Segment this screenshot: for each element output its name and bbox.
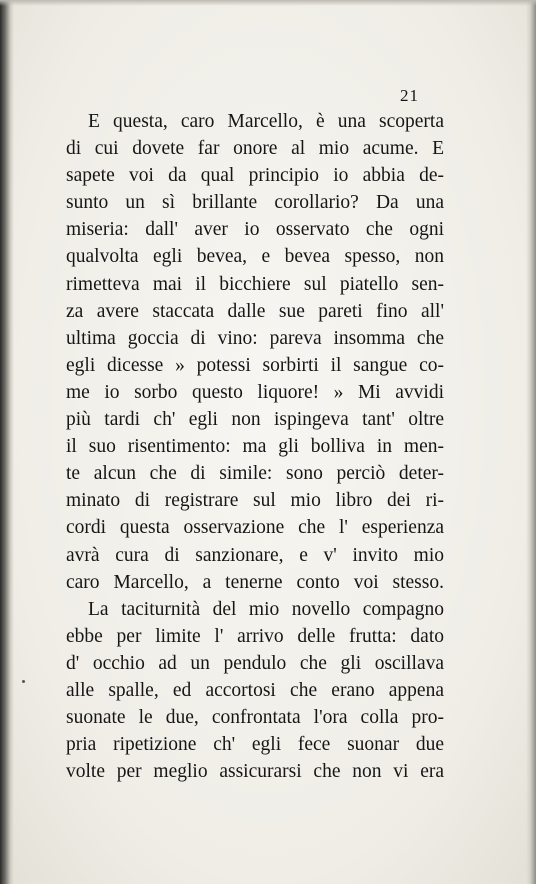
text-line: te alcun che di simile: sono perciò deter- [66, 463, 444, 485]
text-line: minato di registrare sul mio libro dei ri- [66, 490, 444, 512]
text-line: E questa, caro Marcello, è una scoperta [88, 111, 444, 132]
text-line: volte per meglio assicurarsi che non vi era [66, 761, 444, 783]
text-line: d' occhio ad un pendulo che gli oscillava [66, 652, 444, 674]
text-line: avrà cura di sanzionare, e v' invito mio [66, 544, 444, 566]
text-line: ebbe per limite l' arrivo delle frutta: dato [66, 625, 444, 647]
text-line: sunto un sì brillante corollario? Da una [66, 192, 444, 214]
page-number: 21 [400, 86, 419, 105]
text-line: pria ripetizione ch' egli fece suonar due [66, 734, 444, 756]
text-line: alle spalle, ed accortosi che erano appena [66, 679, 444, 701]
text-line: sapete voi da qual principio io abbia de- [66, 165, 444, 187]
text-line: più tardi ch' egli non ispingeva tant' oltre [66, 409, 444, 431]
text-line: La taciturnità del mio novello compagno [88, 598, 444, 620]
text-line: qualvolta egli bevea, e bevea spesso, non [66, 246, 444, 268]
binding-shadow [0, 0, 14, 884]
text-line: ultima goccia di vino: pareva insomma che [66, 327, 444, 349]
body-text [66, 108, 444, 785]
text-line: miseria: dall' aver io osservato che ogni [66, 219, 444, 241]
text-line: il suo risentimento: ma gli bolliva in men- [66, 436, 444, 458]
text-line: cordi questa osservazione che l' esperienza [66, 517, 444, 539]
text-line: egli dicesse » potessi sorbirti il sangue co- [66, 354, 444, 376]
text-line: za avere staccata dalle sue pareti fino all' [66, 300, 444, 322]
text-line: rimetteva mai il bicchiere sul piatello sen- [66, 273, 444, 295]
page-edge-shadow [526, 0, 536, 884]
text-line: di cui dovete far onore al mio acume. E [66, 138, 444, 160]
ink-speck [22, 680, 25, 683]
text-line: caro Marcello, a tenerne conto voi stesso. [66, 571, 444, 593]
text-line: me io sorbo questo liquore! » Mi avvidi [66, 381, 444, 403]
text-line: suonate le due, confrontata l'ora colla pro- [66, 707, 444, 729]
top-edge-shadow [0, 0, 536, 6]
